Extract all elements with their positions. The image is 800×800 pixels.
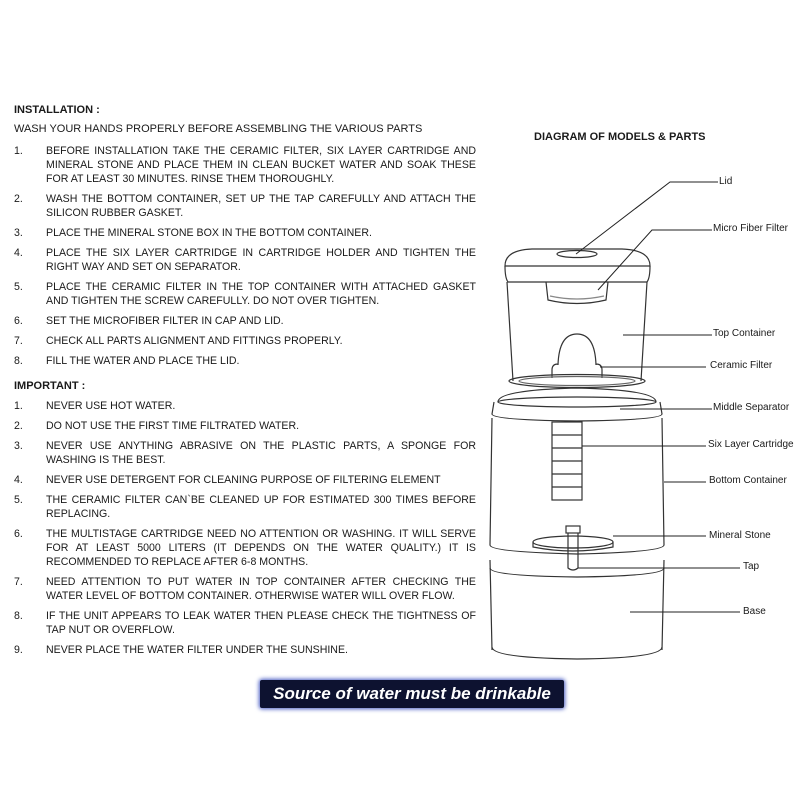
- important-point-number: 7.: [14, 576, 23, 588]
- important-point-number: 8.: [14, 610, 23, 622]
- installation-step-number: 2.: [14, 193, 23, 205]
- important-point-number: 1.: [14, 400, 23, 412]
- installation-step-text: PLACE THE SIX LAYER CARTRIDGE IN CARTRIDGE HOLDER AND TIGHTEN THE RIGHT WAY AND SET ON SEPARATOR.: [46, 247, 476, 273]
- important-point-text: NEVER PLACE THE WATER FILTER UNDER THE SUNSHINE.: [46, 644, 348, 656]
- important-point-text: NEVER USE HOT WATER.: [46, 400, 176, 412]
- important-point: [14, 419, 476, 433]
- installation-steps: [14, 144, 476, 368]
- top-container-shape: [507, 282, 647, 381]
- important-point-text: THE MULTISTAGE CARTRIDGE NEED NO ATTENTION OR WASHING. IT WILL SERVE FOR AT LEAST 5000 LITERS (IT DEPENDS ON THE WATER QUALITY.) IT IS RECOMMENDED TO REPLACE AFTER 6-8 MONTHS.: [46, 528, 476, 568]
- important-point-number: 2.: [14, 420, 23, 432]
- installation-step-number: 6.: [14, 315, 23, 327]
- installation-step-number: 5.: [14, 281, 23, 293]
- important-point-number: 3.: [14, 440, 23, 452]
- label-tap: Tap: [743, 561, 760, 572]
- label-bottom-container: Bottom Container: [709, 475, 787, 486]
- installation-step-number: 8.: [14, 355, 23, 367]
- installation-step-text: FILL THE WATER AND PLACE THE LID.: [46, 355, 240, 367]
- installation-step-number: 3.: [14, 227, 23, 239]
- installation-step-text: SET THE MICROFIBER FILTER IN CAP AND LID.: [46, 315, 284, 327]
- important-point: [14, 575, 476, 603]
- installation-step: [14, 334, 476, 348]
- installation-step: [14, 226, 476, 240]
- installation-step-text: BEFORE INSTALLATION TAKE THE CERAMIC FILTER, SIX LAYER CARTRIDGE AND MINERAL STONE AND PLACE THEM IN CLEAN BUCKET WATER AND SOAK THESE FOR AT LEAST 30 MINUTES. RINSE THEM THOROUGHLY.: [46, 145, 476, 185]
- mineral-stone-shape: [533, 536, 613, 548]
- important-point-text: IF THE UNIT APPEARS TO LEAK WATER THEN PLEASE CHECK THE TIGHTNESS OF TAP NUT OR OVERFLOW.: [46, 610, 476, 636]
- installation-step: [14, 280, 476, 308]
- installation-step: [14, 354, 476, 368]
- label-mineral-stone: Mineral Stone: [709, 530, 771, 541]
- important-points: [14, 399, 476, 657]
- installation-intro: WASH YOUR HANDS PROPERLY BEFORE ASSEMBLING THE VARIOUS PARTS: [14, 123, 423, 135]
- installation-step: [14, 246, 476, 274]
- base-top-edge: [490, 545, 664, 554]
- ceramic-filter-shape: [552, 334, 602, 378]
- label-base: Base: [743, 606, 766, 617]
- installation-step-number: 7.: [14, 335, 23, 347]
- micro-fiber-filter-shape: [546, 282, 608, 304]
- important-point: [14, 399, 476, 413]
- important-point-text: DO NOT USE THE FIRST TIME FILTRATED WATER.: [46, 420, 300, 432]
- important-point: [14, 609, 476, 637]
- installation-step: [14, 144, 476, 186]
- installation-step-text: PLACE THE MINERAL STONE BOX IN THE BOTTOM CONTAINER.: [46, 227, 372, 239]
- important-point-text: THE CERAMIC FILTER CAN`BE CLEANED UP FOR ESTIMATED 300 TIMES BEFORE REPLACING.: [46, 494, 476, 520]
- base-shape: [490, 560, 664, 650]
- important-point-number: 6.: [14, 528, 23, 540]
- important-point: [14, 493, 476, 521]
- installation-step: [14, 314, 476, 328]
- drinkable-water-banner: Source of water must be drinkable: [260, 680, 564, 708]
- installation-step-number: 4.: [14, 247, 23, 259]
- important-point-number: 4.: [14, 474, 23, 486]
- important-point: [14, 439, 476, 467]
- label-top-container: Top Container: [713, 328, 776, 339]
- important-point: [14, 473, 476, 487]
- installation-step: [14, 192, 476, 220]
- important-point-number: 9.: [14, 644, 23, 656]
- important-point: [14, 527, 476, 569]
- label-ceramic-filter: Ceramic Filter: [710, 360, 773, 371]
- tap-shape: [566, 526, 580, 533]
- important-point-text: NEED ATTENTION TO PUT WATER IN TOP CONTAINER AFTER CHECKING THE WATER LEVEL OF BOTTOM CONTAINER. OTHERWISE WATER WILL OVER FLOW.: [46, 576, 476, 602]
- parts-diagram: [480, 150, 800, 670]
- installation-step-text: WASH THE BOTTOM CONTAINER, SET UP THE TAP CAREFULLY AND ATTACH THE SILICON RUBBER GASKET.: [46, 193, 476, 219]
- important-point-text: NEVER USE DETERGENT FOR CLEANING PURPOSE OF FILTERING ELEMENT: [46, 474, 441, 486]
- important-section: [14, 380, 476, 657]
- important-point-number: 5.: [14, 494, 23, 506]
- installation-step-text: CHECK ALL PARTS ALIGNMENT AND FITTINGS PROPERLY.: [46, 335, 343, 347]
- label-six-layer-cartridge: Six Layer Cartridge: [708, 439, 794, 450]
- important-heading: IMPORTANT :: [14, 380, 86, 392]
- important-point: [14, 643, 476, 657]
- diagram-title: DIAGRAM OF MODELS & PARTS: [534, 131, 706, 143]
- label-lid: Lid: [719, 176, 733, 187]
- installation-heading: INSTALLATION :: [14, 104, 100, 116]
- instructions-column: [14, 104, 476, 663]
- installation-step-number: 1.: [14, 145, 23, 157]
- label-micro-fiber-filter: Micro Fiber Filter: [713, 223, 789, 234]
- label-middle-separator: Middle Separator: [713, 402, 790, 413]
- installation-step-text: PLACE THE CERAMIC FILTER IN THE TOP CONTAINER WITH ATTACHED GASKET AND TIGHTEN THE SCREW CAREFULLY. DO NOT OVER TIGHTEN.: [46, 281, 476, 307]
- important-point-text: NEVER USE ANYTHING ABRASIVE ON THE PLASTIC PARTS, A SPONGE FOR WASHING IS THE BEST.: [46, 440, 476, 466]
